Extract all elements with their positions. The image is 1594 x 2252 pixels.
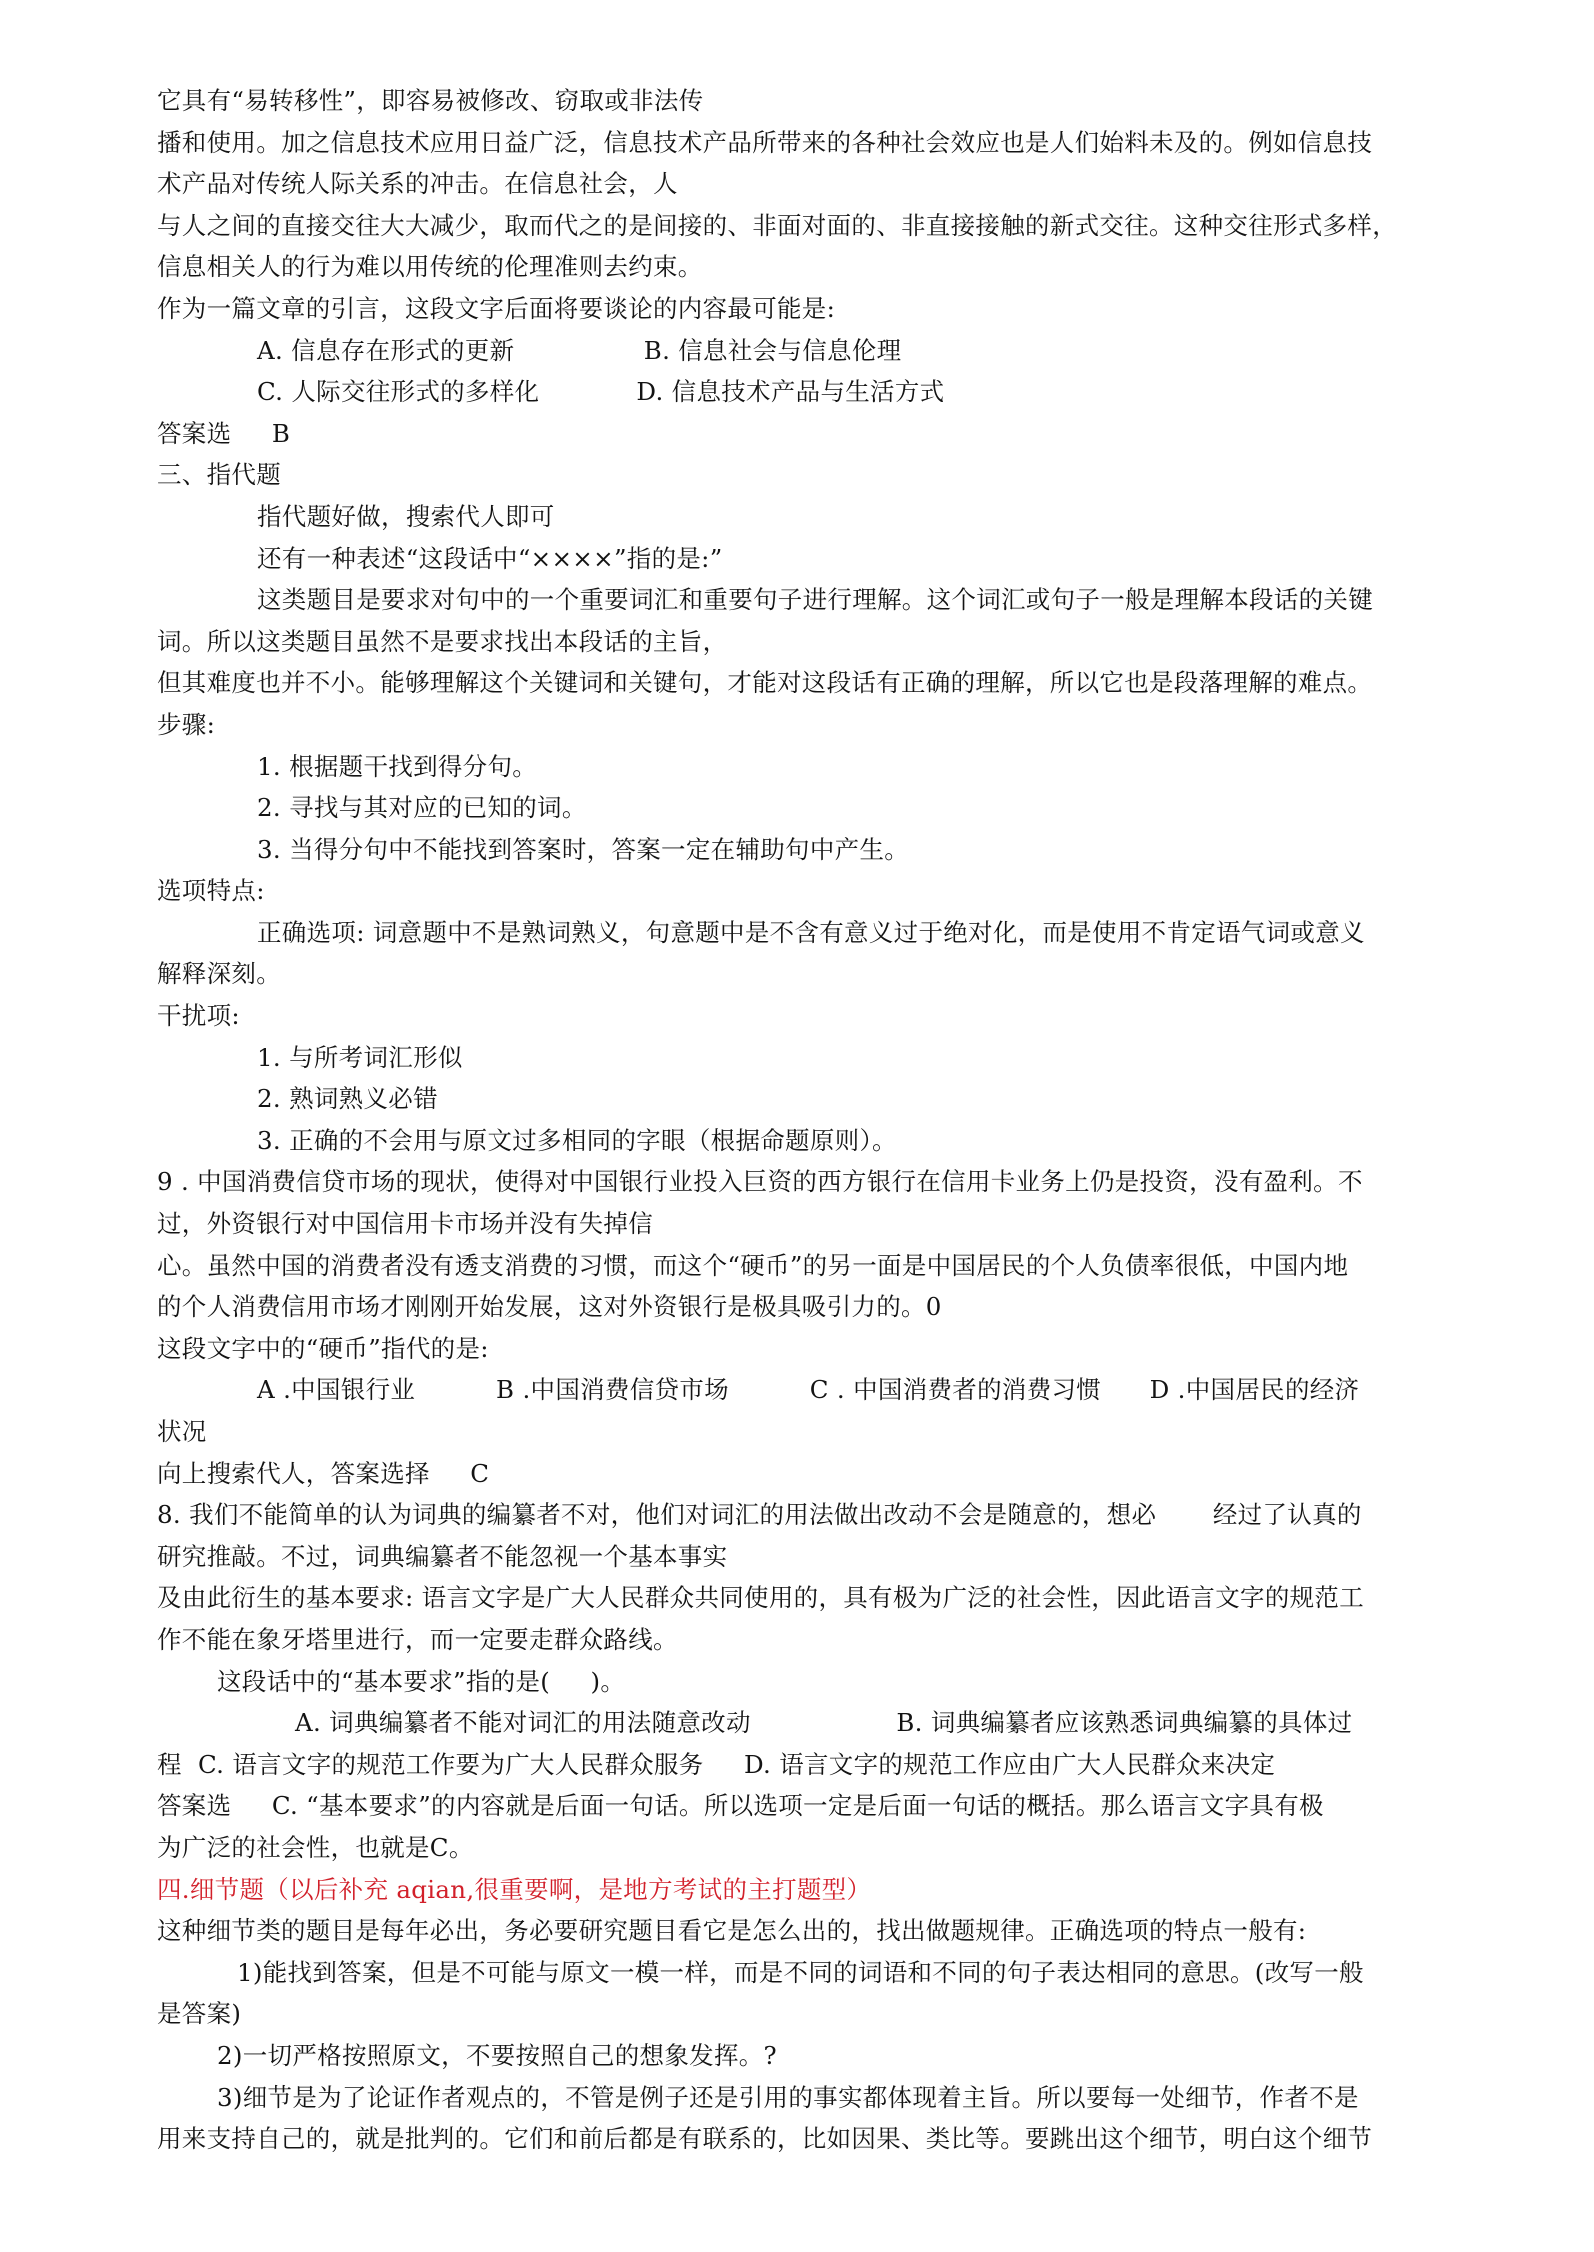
text-line: 解释深刻。 (157, 959, 281, 989)
list-item: 3. 正确的不会用与原文过多相同的字眼（根据命题原则）。 (257, 1125, 897, 1155)
section-heading-pronoun: 三、指代题 (157, 460, 281, 490)
text-line: 过，外资银行对中国信用卡市场并没有失掉信 (157, 1209, 653, 1239)
text-line: 心。虽然中国的消费者没有透支消费的习惯，而这个“硬币”的另一面是中国居民的个人负债率很低，中国内地 (157, 1250, 1349, 1280)
text-line: 是答案) (157, 1999, 242, 2029)
option-row: A. 词典编纂者不能对词汇的用法随意改动 B. 词典编纂者应该熟悉词典编纂的具体过 (295, 1708, 1353, 1738)
text-line: 状况 (157, 1417, 207, 1446)
text-line: 信息相关人的行为难以用传统的伦理准则去约束。 (157, 252, 703, 282)
list-item: 2. 寻找与其对应的已知的词。 (257, 793, 587, 823)
list-item: 2. 熟词熟义必错 (257, 1084, 438, 1114)
document-page (157, 80, 1507, 2160)
text-line: 为广泛的社会性，也就是C。 (157, 1832, 474, 1862)
list-item: 1)能找到答案，但是不可能与原文一模一样，而是不同的词语和不同的句子表达相同的意思。(改写一般 (237, 1957, 1364, 1987)
list-item: 1. 与所考词汇形似 (257, 1042, 463, 1072)
text-line: 还有一种表述“这段话中“××××”指的是:” (257, 543, 723, 573)
text-line: 与人之间的直接交往大大减少，取而代之的是间接的、非面对面的、非直接接触的新式交往。这种交往形式多样， (157, 210, 1397, 240)
text-line: 词。所以这类题目虽然不是要求找出本段话的主旨， (157, 626, 728, 656)
text-line: 指代题好做，搜索代人即可 (257, 501, 555, 531)
text-line: 这种细节类的题目是每年必出，务必要研究题目看它是怎么出的，找出做题规律。正确选项的特点一般有: (157, 1916, 1307, 1946)
text-line: 术产品对传统人际关系的冲击。在信息社会，人 (157, 169, 678, 199)
question-8: 8. 我们不能简单的认为词典的编纂者不对，他们对词汇的用法做出改动不会是随意的，想必 经过了认真的 (157, 1500, 1362, 1530)
text-line: 播和使用。加之信息技术应用日益广泛，信息技术产品所带来的各种社会效应也是人们始料未及的。例如信息技 (157, 127, 1373, 157)
list-item: 3)细节是为了论证作者观点的，不管是例子还是引用的事实都体现着主旨。所以要每一处细节，作者不是 (217, 2082, 1359, 2112)
option-row: 程 C. 语言文字的规范工作要为广大人民群众服务 D. 语言文字的规范工作应由广大人民群众来决定 (157, 1749, 1276, 1779)
text-line: 它具有“易转移性”，即容易被修改、窃取或非法传 (157, 86, 704, 115)
list-item: 2)一切严格按照原文，不要按照自己的想象发挥。? (217, 2040, 777, 2070)
options-feature-label: 选项特点: (157, 876, 265, 906)
list-item: 1. 根据题干找到得分句。 (257, 751, 538, 781)
text-line: 用来支持自己的，就是批判的。它们和前后都是有联系的，比如因果、类比等。要跳出这个细节，明白这个细节 (157, 2124, 1373, 2154)
option-row: A .中国银行业 B .中国消费信贷市场 C . 中国消费者的消费习惯 D .中国居民的经济 (257, 1375, 1360, 1405)
text-line: 研究推敲。不过，词典编纂者不能忽视一个基本事实 (157, 1541, 728, 1571)
question-stem: 这段文字中的“硬币”指代的是: (157, 1333, 489, 1363)
option-row: C. 人际交往形式的多样化 D. 信息技术产品与生活方式 (257, 377, 945, 407)
question-9: 9 . 中国消费信贷市场的现状，使得对中国银行业投入巨资的西方银行在信用卡业务上仍是投资，没有盈利。不 (157, 1167, 1363, 1197)
answer-line: 答案选 C. “基本要求”的内容就是后面一句话。所以选项一定是后面一句话的概括。那么语言文字具有极 (157, 1791, 1324, 1821)
text-line: 但其难度也并不小。能够理解这个关键词和关键句，才能对这段话有正确的理解，所以它也是段落理解的难点。 (157, 668, 1373, 698)
text-line: 这类题目是要求对句中的一个重要词汇和重要句子进行理解。这个词汇或句子一般是理解本段话的关键 (257, 585, 1373, 615)
text-line: 作不能在象牙塔里进行，而一定要走群众路线。 (157, 1624, 678, 1654)
distractor-label: 干扰项: (157, 1001, 240, 1031)
steps-label: 步骤: (157, 709, 216, 739)
answer-line: 向上搜索代人，答案选择 C (157, 1458, 490, 1488)
option-row: A. 信息存在形式的更新 B. 信息社会与信息伦理 (257, 335, 902, 365)
text-line: 的个人消费信用市场才刚刚开始发展，这对外资银行是极具吸引力的。0 (157, 1292, 942, 1322)
text-line: 正确选项: 词意题中不是熟词熟义，句意题中是不含有意义过于绝对化，而是使用不肯定语气词或意义 (257, 917, 1365, 947)
list-item: 3. 当得分句中不能找到答案时，答案一定在辅助句中产生。 (257, 834, 910, 864)
question-stem: 作为一篇文章的引言，这段文字后面将要谈论的内容最可能是: (157, 293, 836, 323)
text-line: 及由此衍生的基本要求: 语言文字是广大人民群众共同使用的，具有极为广泛的社会性，因此语言文字的规范工 (157, 1583, 1365, 1613)
question-stem: 这段话中的“基本要求”指的是( )。 (217, 1666, 626, 1696)
answer-line: 答案选 B (157, 418, 291, 448)
section-heading-detail: 四.细节题（以后补充 aqian,很重要啊，是地方考试的主打题型） (157, 1874, 872, 1904)
